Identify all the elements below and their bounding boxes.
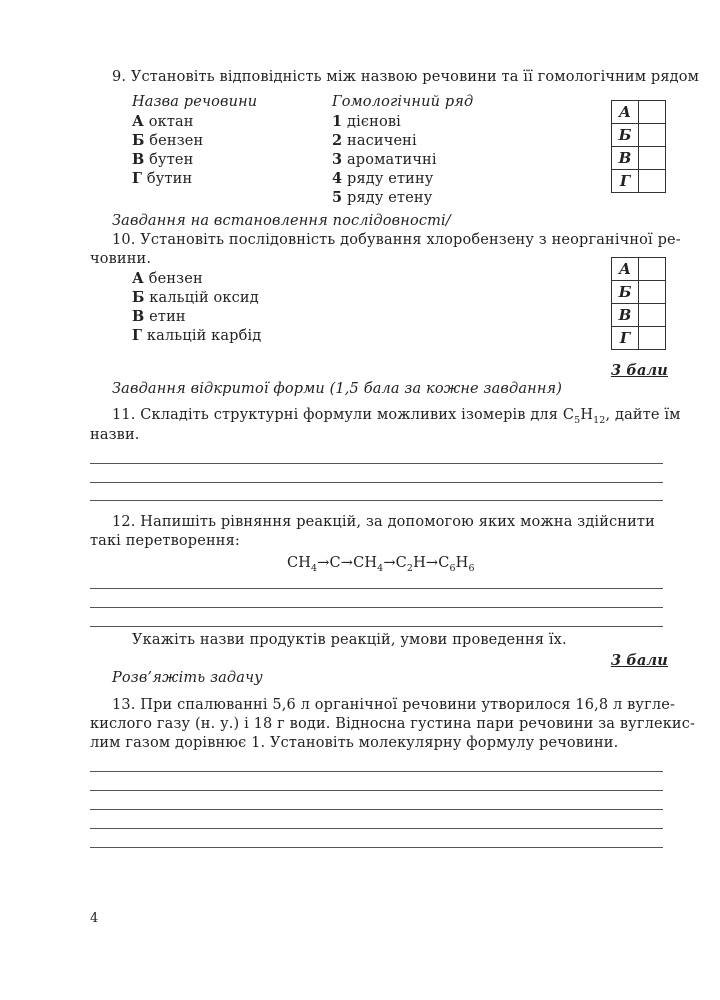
q12-answer-line[interactable]	[90, 588, 663, 589]
q13-answer-line[interactable]	[90, 771, 663, 772]
q11-question-line1: 11. Складіть структурні формули можливих ізомерів для $C_5H_{12}$, дайте їм	[112, 407, 681, 426]
q10-answer-cell[interactable]	[639, 258, 666, 281]
q9-question: 9. Установіть відповідність між назвою речовини та її гомологічним рядом	[112, 69, 700, 85]
q12-answer-line[interactable]	[90, 607, 663, 608]
q13-question-line1: 13. При спалюванні 5,6 л органічної речовини утворилося 16,8 л вугле-	[112, 697, 675, 713]
section-task-heading: Розв’яжіть задачу	[112, 670, 263, 686]
q12-question-line2: такі перетворення:	[90, 533, 240, 549]
q9-series-5: 5 ряду етену	[332, 189, 433, 206]
q10-points: 3 бали	[610, 362, 668, 379]
q11-question-line2: назви.	[90, 427, 140, 443]
q9-option-d: Г бутин	[132, 170, 193, 187]
q9-right-header: Гомологічний ряд	[332, 94, 474, 110]
q13-answer-line[interactable]	[90, 790, 663, 791]
q10-question-line1: 10. Установіть послідовність добування хлоробензену з неорганічної ре-	[112, 232, 681, 248]
q10-grid-letter: Г	[612, 327, 639, 350]
q9-option-b: Б бензен	[132, 132, 204, 149]
q11-answer-line[interactable]	[90, 500, 663, 501]
q12-note: Укажіть назви продуктів реакцій, умови проведення їх.	[132, 632, 567, 648]
q9-answer-grid	[611, 100, 666, 193]
q10-grid-letter: В	[612, 304, 639, 327]
q13-question-line2: кислого газу (н. у.) і 18 г води. Відносна густина пари речовини за вуглекис-	[90, 716, 696, 732]
q9-option-a: А октан	[132, 113, 194, 130]
q12-question-line1: 12. Напишіть рівняння реакцій, за допомогою яких можна здійснити	[112, 514, 655, 530]
q9-left-header: Назва речовини	[132, 94, 258, 110]
q10-grid-letter: Б	[612, 281, 639, 304]
q9-series-1: 1 дієнові	[332, 113, 401, 130]
q12-reaction-scheme: $CH_4\to C\to CH_4\to C_2H\to C_6H_6$	[287, 555, 475, 574]
page-number: 4	[90, 911, 99, 926]
q12-points: 3 бали	[610, 652, 668, 669]
q10-option-d: Г кальцій карбід	[132, 327, 262, 344]
q13-question-line3: лим газом дорівнює 1. Установіть молекулярну формулу речовини.	[90, 735, 619, 751]
q9-grid-letter: Б	[612, 124, 639, 147]
q9-grid-letter: Г	[612, 170, 639, 193]
q11-answer-line[interactable]	[90, 463, 663, 464]
q10-option-c: В етин	[132, 308, 186, 325]
q9-answer-cell[interactable]	[639, 101, 666, 124]
q11-answer-line[interactable]	[90, 482, 663, 483]
q10-option-a: А бензен	[132, 270, 203, 287]
q10-question-line2: човини.	[90, 251, 152, 267]
q9-option-c: В бутен	[132, 151, 194, 168]
q13-answer-line[interactable]	[90, 847, 663, 848]
section-sequence-heading: Завдання на встановлення послідовності/	[112, 213, 451, 229]
q13-answer-line[interactable]	[90, 809, 663, 810]
q9-answer-cell[interactable]	[639, 124, 666, 147]
q9-series-2: 2 насичені	[332, 132, 417, 149]
q9-series-3: 3 ароматичні	[332, 151, 437, 168]
q10-answer-cell[interactable]	[639, 304, 666, 327]
q10-answer-cell[interactable]	[639, 281, 666, 304]
q10-answer-cell[interactable]	[639, 327, 666, 350]
q9-grid-letter: А	[612, 101, 639, 124]
q9-answer-cell[interactable]	[639, 170, 666, 193]
section-open-heading: Завдання відкритої форми (1,5 бала за кожне завдання)	[112, 381, 563, 397]
q10-option-b: Б кальцій оксид	[132, 289, 259, 306]
q12-answer-line[interactable]	[90, 626, 663, 627]
q10-answer-grid	[611, 257, 666, 350]
q9-series-4: 4 ряду етину	[332, 170, 434, 187]
q9-grid-letter: В	[612, 147, 639, 170]
q10-grid-letter: А	[612, 258, 639, 281]
q9-answer-cell[interactable]	[639, 147, 666, 170]
q13-answer-line[interactable]	[90, 828, 663, 829]
